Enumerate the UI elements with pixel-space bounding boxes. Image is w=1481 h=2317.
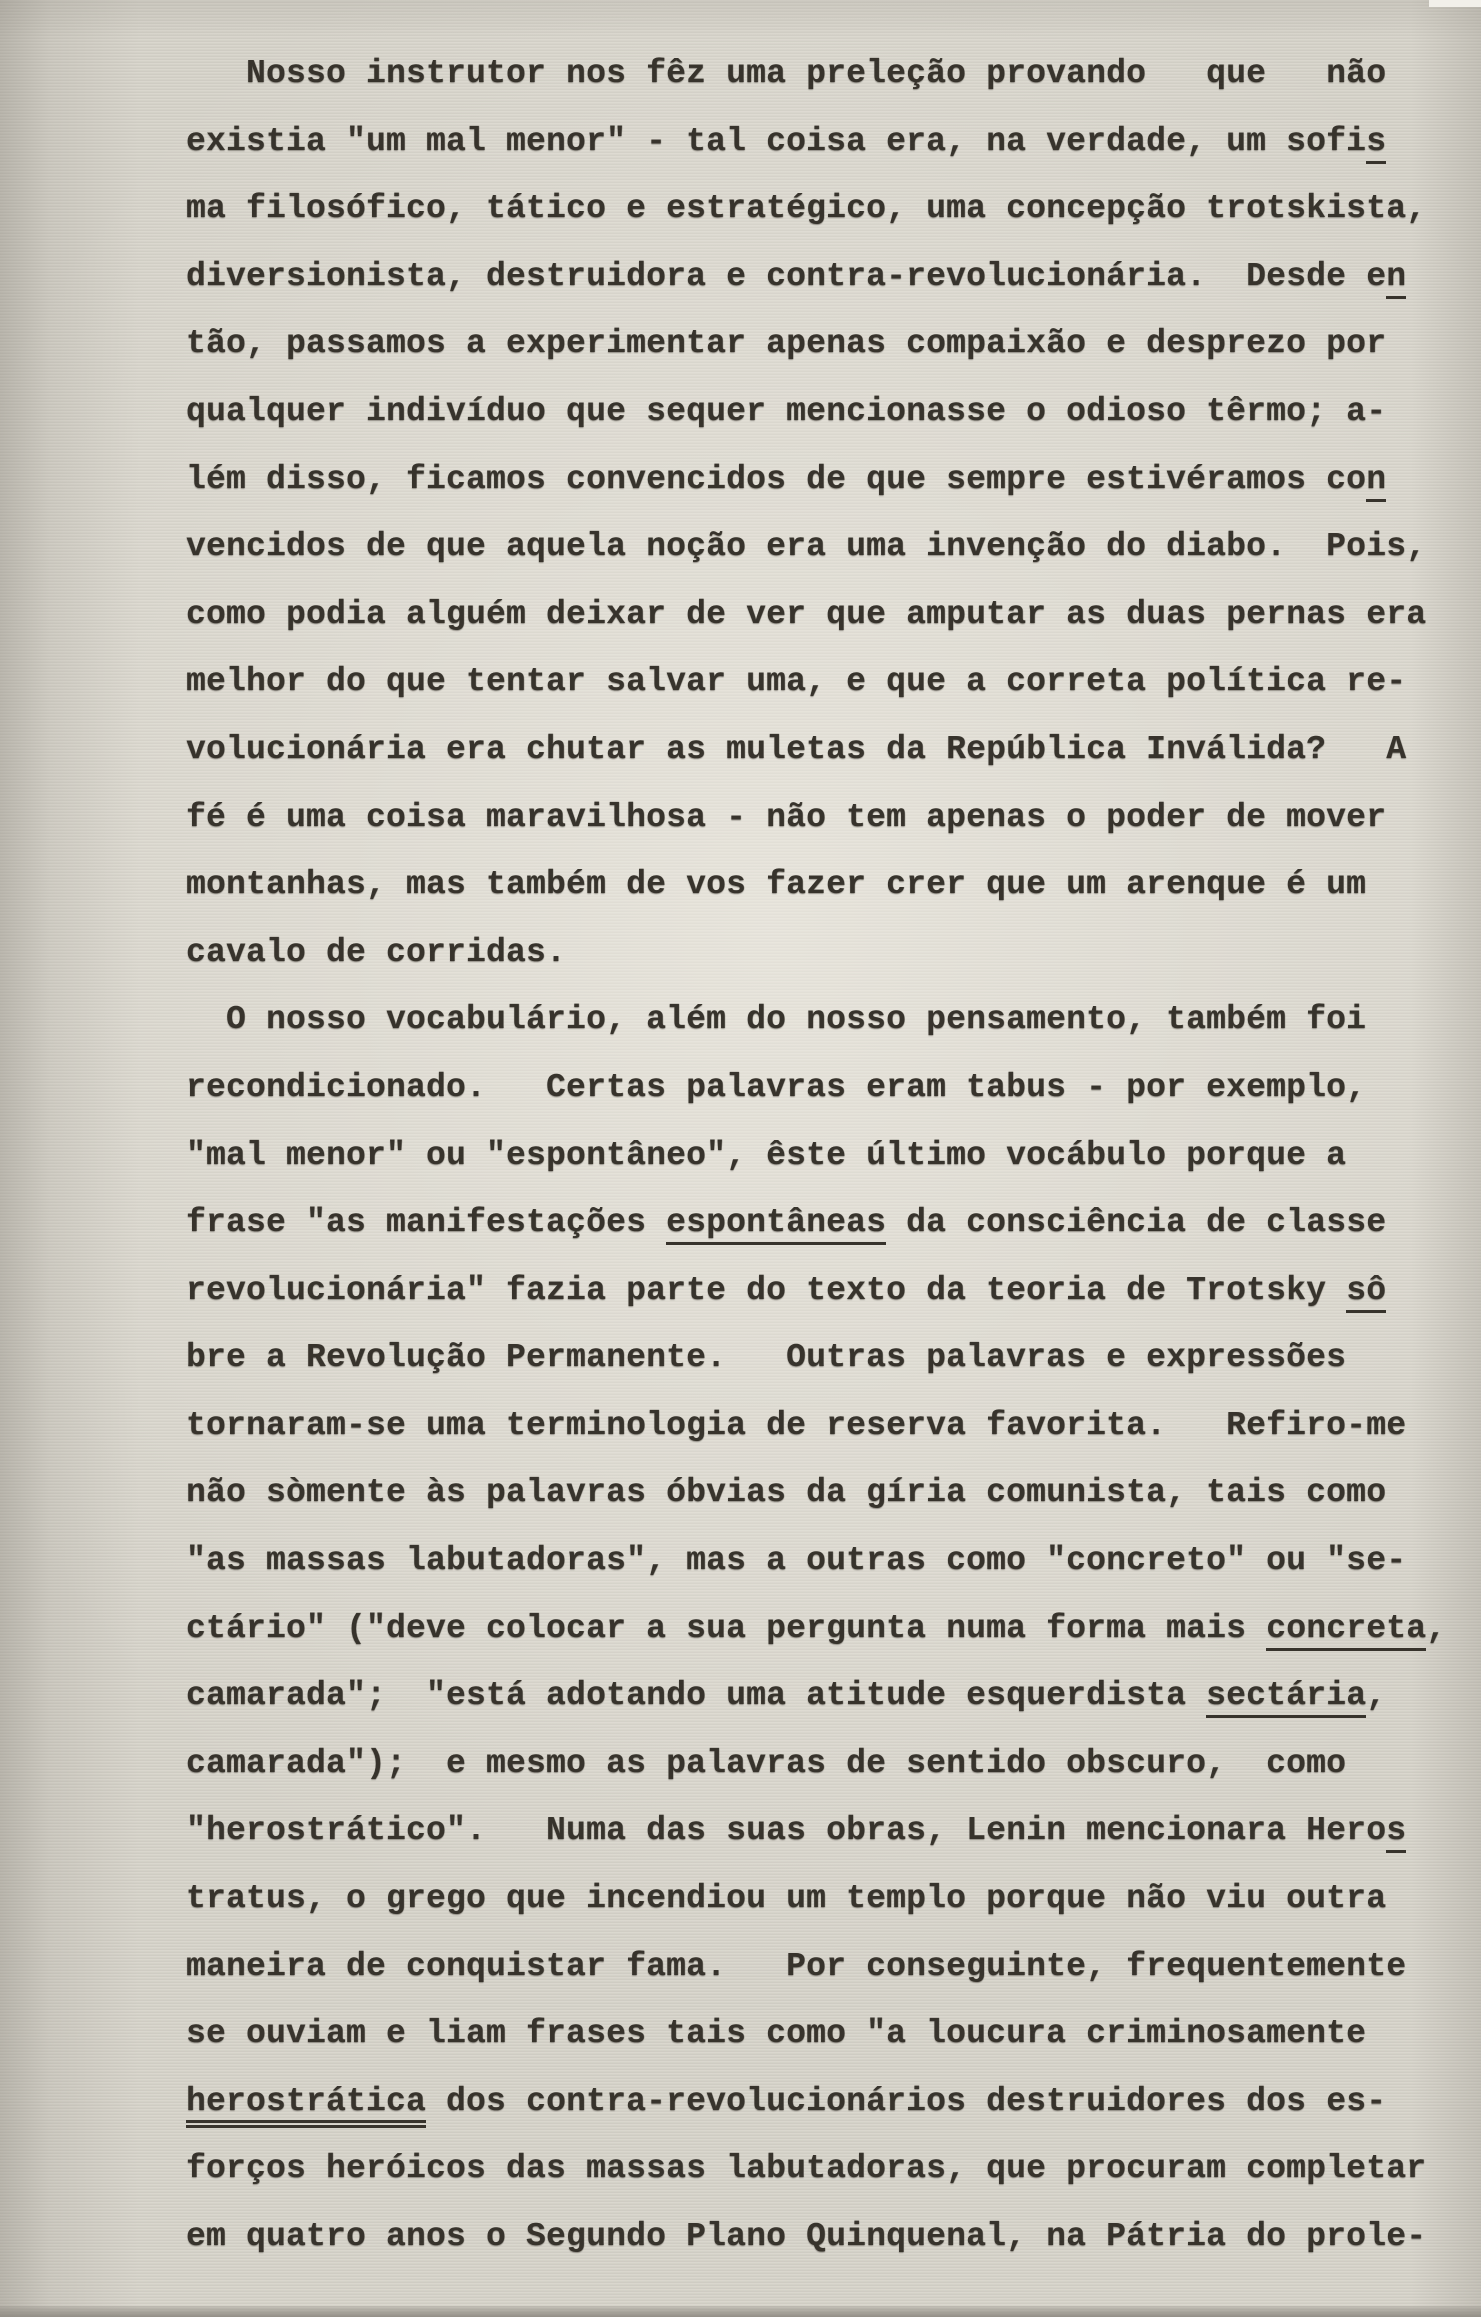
text-line	[186, 310, 1466, 378]
text-line	[186, 1257, 1466, 1325]
text-line	[186, 243, 1466, 311]
text-segment: volucionária era chutar as muletas da República Inválida? A	[186, 730, 1407, 768]
text-segment: recondicionado. Certas palavras eram tabus - por exemplo,	[186, 1068, 1367, 1106]
text-segment: dos contra-revolucionários destruidores dos es-	[426, 2082, 1387, 2120]
text-segment: ,	[1426, 1609, 1447, 1647]
underlined-text: s	[1386, 1812, 1406, 1853]
underlined-text: sô	[1346, 1272, 1386, 1313]
text-segment: tornaram-se uma terminologia de reserva favorita. Refiro-me	[186, 1406, 1407, 1444]
text-line	[186, 1122, 1466, 1190]
text-segment: camarada"); e mesmo as palavras de sentido obscuro, como	[186, 1744, 1347, 1782]
text-segment: frase "as manifestações	[186, 1204, 667, 1242]
text-segment: forços heróicos das massas labutadoras, que procuram completar	[186, 2150, 1427, 2188]
text-segment: bre a Revolução Permanente. Outras palavras e expressões	[186, 1339, 1347, 1377]
text-line	[186, 1865, 1466, 1933]
text-line	[186, 1392, 1466, 1460]
text-segment: como podia alguém deixar de ver que amputar as duas pernas era	[186, 595, 1427, 633]
text-line	[186, 1933, 1466, 2001]
text-line	[186, 784, 1466, 852]
text-line	[186, 513, 1466, 581]
text-segment: Nosso instrutor nos fêz uma preleção provando que não	[186, 55, 1387, 92]
text-segment: cavalo de corridas.	[186, 933, 567, 971]
text-line	[186, 986, 1466, 1054]
text-line	[186, 1662, 1466, 1730]
text-segment: ma filosófico, tático e estratégico, uma concepção trotskista,	[186, 190, 1427, 228]
text-segment: montanhas, mas também de vos fazer crer que um arenque é um	[186, 866, 1367, 904]
text-line	[186, 2068, 1466, 2136]
text-line	[186, 175, 1466, 243]
text-segment: "mal menor" ou "espontâneo", êste último vocábulo porque a	[186, 1136, 1347, 1174]
underlined-text: n	[1366, 461, 1386, 502]
text-segment: existia "um mal menor" - tal coisa era, na verdade, um sofi	[186, 122, 1367, 160]
text-line	[186, 1459, 1466, 1527]
text-line	[186, 581, 1466, 649]
text-segment: vencidos de que aquela noção era uma invenção do diabo. Pois,	[186, 528, 1427, 566]
text-segment: revolucionária" fazia parte do texto da teoria de Trotsky	[186, 1271, 1347, 1309]
text-line	[186, 919, 1466, 987]
text-line	[186, 108, 1466, 176]
text-segment: da consciência de classe	[886, 1204, 1387, 1242]
page-corner-sliver	[1429, 0, 1481, 7]
text-line	[186, 648, 1466, 716]
text-segment: "herostrático". Numa das suas obras, Lenin mencionara Hero	[186, 1812, 1387, 1850]
underlined-text: sectária	[1206, 1677, 1366, 1718]
text-line	[186, 1595, 1466, 1663]
text-line	[186, 1189, 1466, 1257]
text-segment: ctário" ("deve colocar a sua pergunta numa forma mais	[186, 1609, 1267, 1647]
text-segment: camarada"; "está adotando uma atitude esquerdista	[186, 1677, 1207, 1715]
text-segment: ,	[1366, 1677, 1387, 1715]
underlined-text: s	[1366, 123, 1386, 164]
text-segment: se ouviam e liam frases tais como "a loucura criminosamente	[186, 2015, 1367, 2053]
text-line	[186, 1527, 1466, 1595]
text-line	[186, 1054, 1466, 1122]
text-line	[186, 446, 1466, 514]
text-line	[186, 1730, 1466, 1798]
text-segment: diversionista, destruidora e contra-revolucionária. Desde e	[186, 257, 1387, 295]
text-segment: tratus, o grego que incendiou um templo porque não viu outra	[186, 1880, 1387, 1918]
text-line	[186, 851, 1466, 919]
text-segment: maneira de conquistar fama. Por conseguinte, frequentemente	[186, 1947, 1407, 1985]
text-segment: em quatro anos o Segundo Plano Quinquenal, na Pátria do prole-	[186, 2218, 1427, 2255]
text-line	[186, 716, 1466, 784]
page-bottom-edge	[0, 2306, 1481, 2317]
underlined-text: espontâneas	[666, 1204, 886, 1245]
text-segment: não sòmente às palavras óbvias da gíria comunista, tais como	[186, 1474, 1387, 1512]
text-line	[186, 1797, 1466, 1865]
text-line	[186, 1324, 1466, 1392]
text-line	[186, 378, 1466, 446]
text-segment: melhor do que tentar salvar uma, e que a correta política re-	[186, 663, 1407, 701]
text-line	[186, 40, 1466, 108]
text-segment: qualquer indivíduo que sequer mencionasse o odioso têrmo; a-	[186, 392, 1387, 430]
text-segment: fé é uma coisa maravilhosa - não tem apenas o poder de mover	[186, 798, 1387, 836]
text-line	[186, 2203, 1466, 2271]
typewritten-text	[186, 40, 1466, 2271]
underlined-text: n	[1386, 258, 1406, 299]
text-segment: O nosso vocabulário, além do nosso pensamento, também foi	[186, 1001, 1367, 1039]
text-segment: tão, passamos a experimentar apenas compaixão e desprezo por	[186, 325, 1387, 363]
underlined-text: herostrática	[186, 2083, 426, 2128]
text-line	[186, 2135, 1466, 2203]
text-segment: "as massas labutadoras", mas a outras como "concreto" ou "se-	[186, 1542, 1407, 1580]
underlined-text: concreta	[1266, 1610, 1426, 1651]
text-line	[186, 2000, 1466, 2068]
text-segment: lém disso, ficamos convencidos de que sempre estivéramos co	[186, 460, 1367, 498]
